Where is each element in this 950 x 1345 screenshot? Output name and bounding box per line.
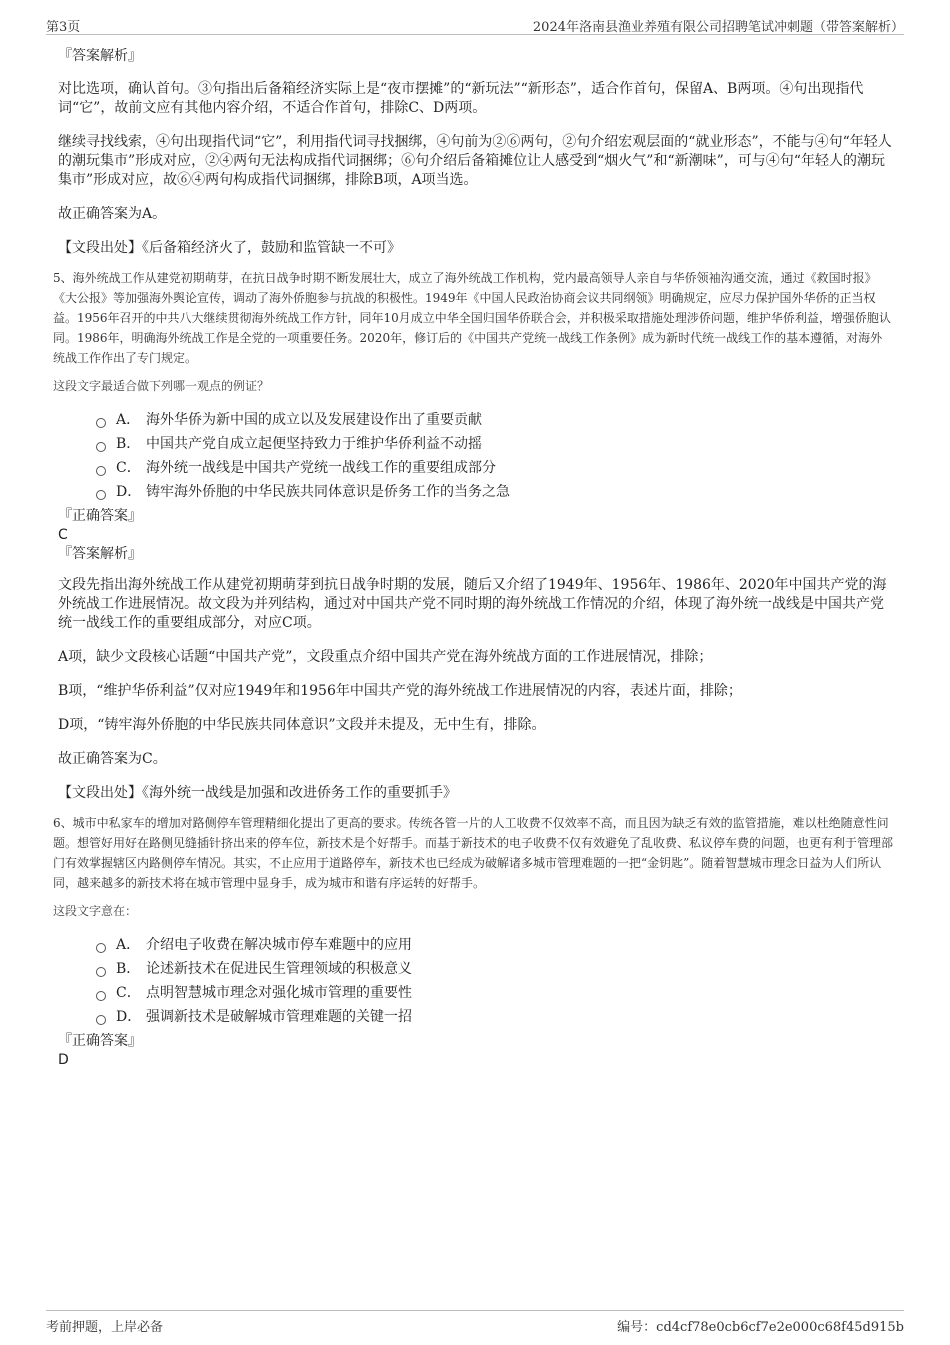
option-d[interactable]: D． 强调新技术是破解城市管理难题的关键一招: [96, 1005, 894, 1029]
document-id: 编号：cd4cf78e0cb6cf7e2e000c68f45d915b: [617, 1320, 904, 1335]
radio-icon[interactable]: [96, 442, 106, 452]
document-title: 2024年洛南县渔业养殖有限公司招聘笔试冲刺题（带答案解析）: [532, 20, 904, 35]
correct-answer: C: [58, 527, 68, 543]
analysis-paragraph: B项，“维护华侨利益”仅对应1949年和1956年中国共产党的海外统战工作进展情况的内容，表述片面，排除；: [58, 683, 742, 699]
analysis-paragraph: 继续寻找线索，④句出现指代词“它”，利用指代词寻找捆绑，④句前为②⑥两句，②句介绍宏观层面的“就业形态”，不能与④句“年轻人的潮玩集市”形成对应，②④两句无法构成指代词捆绑；⑥句介绍后备箱摊位让人感受到“烟火气”和“新潮味”，可与④句“年轻人的潮玩集市”形成对应，故⑥④两句构成指代词捆绑，排除B项，A项当选。: [58, 134, 892, 188]
option-c[interactable]: C． 海外统一战线是中国共产党统一战线工作的重要组成部分: [96, 456, 894, 480]
radio-icon[interactable]: [96, 943, 106, 953]
correct-answer: D: [58, 1052, 69, 1068]
analysis-paragraph: A项，缺少文段核心话题“中国共产党”，文段重点介绍中国共产党在海外统战方面的工作进展情况，排除；: [58, 649, 713, 665]
option-a[interactable]: A． 海外华侨为新中国的成立以及发展建设作出了重要贡献: [96, 408, 894, 432]
page-header: [46, 14, 904, 35]
analysis-paragraph: 对比选项，确认首句。③句指出后备箱经济实际上是“夜市摆摊”的“新玩法”“新形态”，适合作首句，保留A、B两项。④句出现指代词“它”，故前文应有其他内容介绍，不适合作首句，排除C、D两项。: [58, 81, 864, 116]
option-a[interactable]: A． 介绍电子收费在解决城市停车难题中的应用: [96, 933, 894, 957]
page-number: 第3页: [46, 20, 81, 35]
radio-icon[interactable]: [96, 991, 106, 1001]
radio-icon[interactable]: [96, 490, 106, 500]
analysis-conclusion: 故正确答案为C。: [58, 751, 167, 767]
question-5-options: [96, 408, 894, 504]
analysis-paragraph: D项，“铸牢海外侨胞的中华民族共同体意识”文段并未提及，无中生有，排除。: [58, 717, 546, 733]
question-5-prompt: 这段文字最适合做下列哪一观点的例证？: [53, 379, 270, 393]
question-5-text: 5、海外统战工作从建党初期萌芽，在抗日战争时期不断发展壮大，成立了海外统战工作机构，党内最高领导人亲自与华侨领袖沟通交流，通过《救国时报》《大公报》等加强海外舆论宣传，调动了海外侨胞参与抗战的积极性。1949年《中国人民政治协商会议共同纲领》明确规定，应尽力保护国外华侨的正当权益。1956年召开的中共八大继续贯彻海外统战工作方针，同年10月成立中华全国归国华侨联合会，并积极采取措施处理涉侨问题，维护华侨利益，增强侨胞认同。1986年，明确海外统战工作是全党的一项重要任务。2020年，修订后的《中国共产党统一战线工作条例》成为新时代统一战线工作的基本遵循，对海外统战工作作出了专门规定。: [53, 271, 891, 365]
option-c[interactable]: C． 点明智慧城市理念对强化城市管理的重要性: [96, 981, 894, 1005]
analysis-paragraph: 文段先指出海外统战工作从建党初期萌芽到抗日战争时期的发展，随后又介绍了1949年、1956年、1986年、2020年中国共产党的海外统战工作进展情况。故文段为并列结构，通过对中国共产党不同时期的海外统战工作情况的介绍，体现了海外统一战线是中国共产党统一战线工作的重要组成部分，对应C项。: [58, 577, 887, 631]
page-content: [53, 44, 894, 1069]
radio-icon[interactable]: [96, 1015, 106, 1025]
radio-icon[interactable]: [96, 418, 106, 428]
analysis-label: 『答案解析』: [58, 546, 142, 562]
question-6-prompt: 这段文字意在：: [53, 904, 138, 918]
radio-icon[interactable]: [96, 967, 106, 977]
page-footer: [46, 1310, 904, 1335]
radio-icon[interactable]: [96, 466, 106, 476]
analysis-conclusion: 故正确答案为A。: [58, 206, 167, 222]
source-citation: 【文段出处】《后备箱经济火了，鼓励和监管缺一不可》: [58, 240, 401, 256]
question-6-options: [96, 933, 894, 1029]
option-b[interactable]: B． 中国共产党自成立起便坚持致力于维护华侨利益不动摇: [96, 432, 894, 456]
analysis-label: 『答案解析』: [58, 48, 142, 64]
correct-answer-label: 『正确答案』: [58, 508, 142, 524]
correct-answer-label: 『正确答案』: [58, 1033, 142, 1049]
question-6-text: 6、城市中私家车的增加对路侧停车管理精细化提出了更高的要求。传统各管一片的人工收费不仅效率不高，而且因为缺乏有效的监管措施，难以杜绝随意性问题。想管好用好在路侧见缝插针挤出来的停车位，新技术是个好帮手。而基于新技术的电子收费不仅有效避免了乱收费、私议停车费的问题，也更有利于管理部门有效掌握辖区内路侧停车情况。其实，不止应用于道路停车，新技术也已经成为破解诸多城市管理难题的一把“金钥匙”。随着智慧城市理念日益为人们所认同，越来越多的新技术将在城市管理中显身手，成为城市和谐有序运转的好帮手。: [53, 816, 894, 890]
option-d[interactable]: D． 铸牢海外侨胞的中华民族共同体意识是侨务工作的当务之急: [96, 480, 894, 504]
footer-slogan: 考前押题，上岸必备: [46, 1320, 164, 1335]
option-b[interactable]: B． 论述新技术在促进民生管理领域的积极意义: [96, 957, 894, 981]
source-citation: 【文段出处】《海外统一战线是加强和改进侨务工作的重要抓手》: [58, 785, 457, 801]
